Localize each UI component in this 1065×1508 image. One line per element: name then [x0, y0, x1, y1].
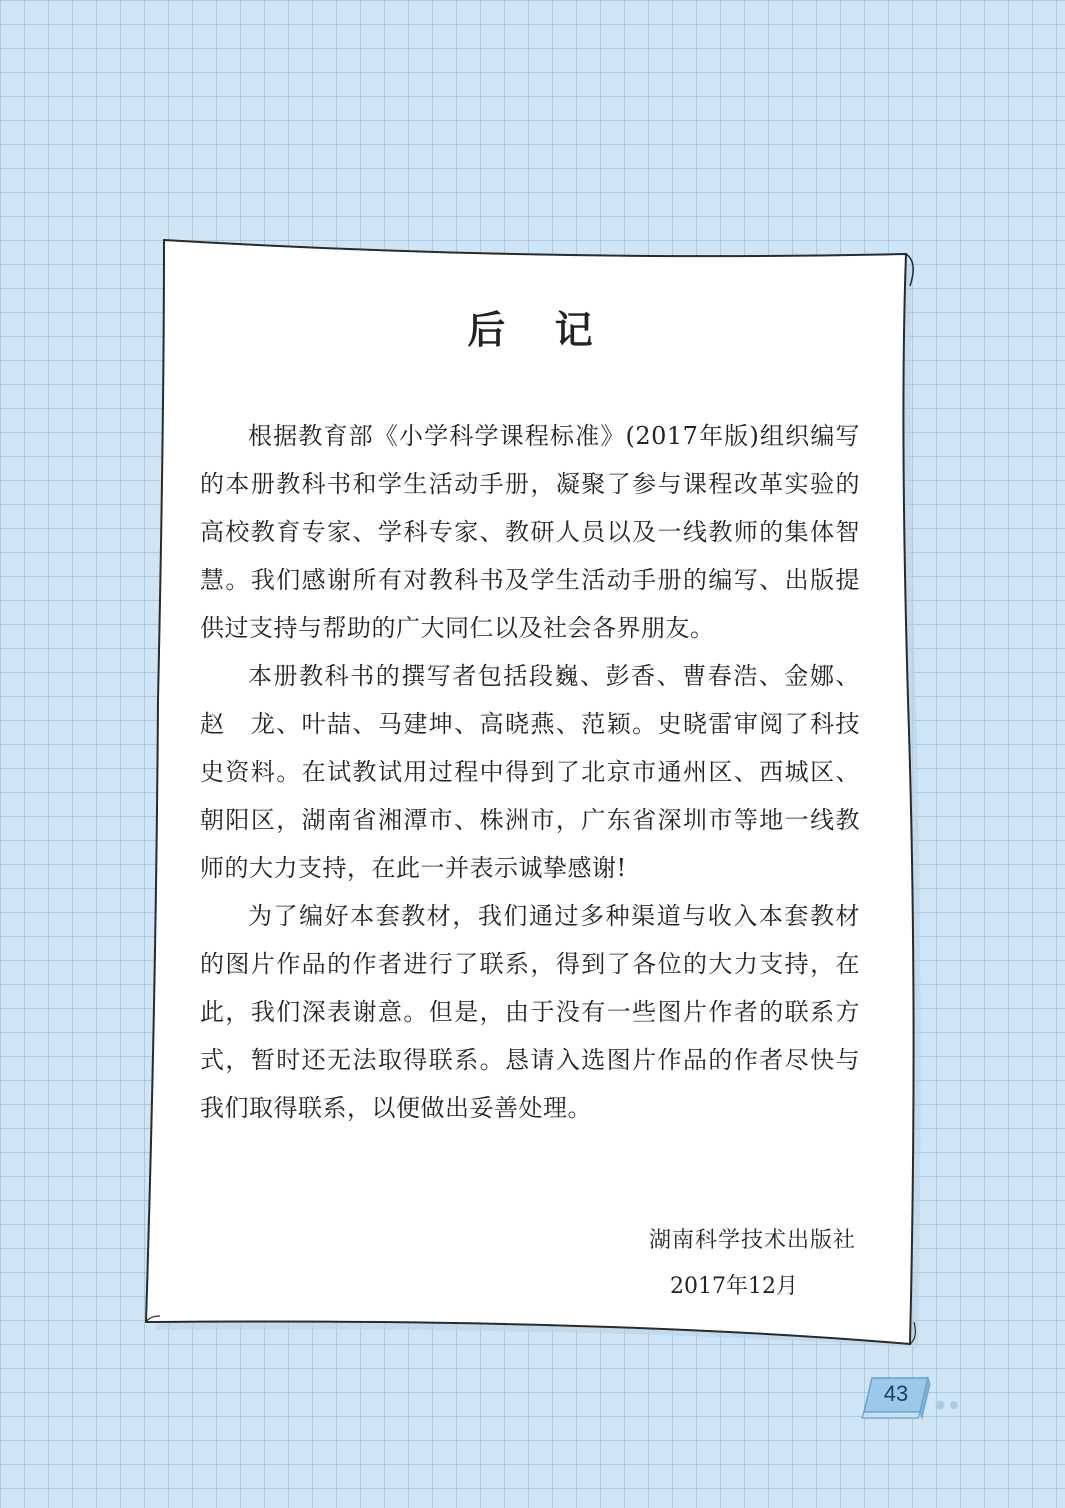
- paragraph-3: 为了编好本套教材，我们通过多种渠道与收入本套教材的图片作品的作者进行了联系，得到了各位的大力支持，在此，我们深表谢意。但是，由于没有一些图片作者的联系方式，暂时还无法取得联系。恳请入选图片作品的作者尽快与我们取得联系，以便做出妥善处理。: [200, 902, 860, 1122]
- decorative-dots-icon: [934, 1399, 964, 1411]
- page-number: 43: [883, 1381, 909, 1406]
- signature-date: 2017年12月: [670, 1274, 798, 1299]
- publisher-name: 湖南科学技术出版社: [648, 1228, 856, 1253]
- afterword-content: [200, 300, 860, 1300]
- page-title: 后 记: [467, 307, 611, 352]
- signature-block: [649, 1218, 856, 1310]
- paragraph-1: 根据教育部《小学科学课程标准》(2017年版)组织编写的本册教科书和学生活动手册，凝聚了参与课程改革实验的高校教育专家、学科专家、教研人员以及一线教师的集体智慧。我们感谢所有对教科书及学生活动手册的编写、出版提供过支持与帮助的广大同仁以及社会各界朋友。: [200, 422, 860, 642]
- paragraph-2: 本册教科书的撰写者包括段巍、彭香、曹春浩、金娜、赵 龙、叶喆、马建坤、高晓燕、范颖。史晓雷审阅了科技史资料。在试教试用过程中得到了北京市通州区、西城区、朝阳区，湖南省湘潭市、株洲市，广东省深圳市等地一线教师的大力支持，在此一并表示诚挚感谢!: [200, 662, 860, 882]
